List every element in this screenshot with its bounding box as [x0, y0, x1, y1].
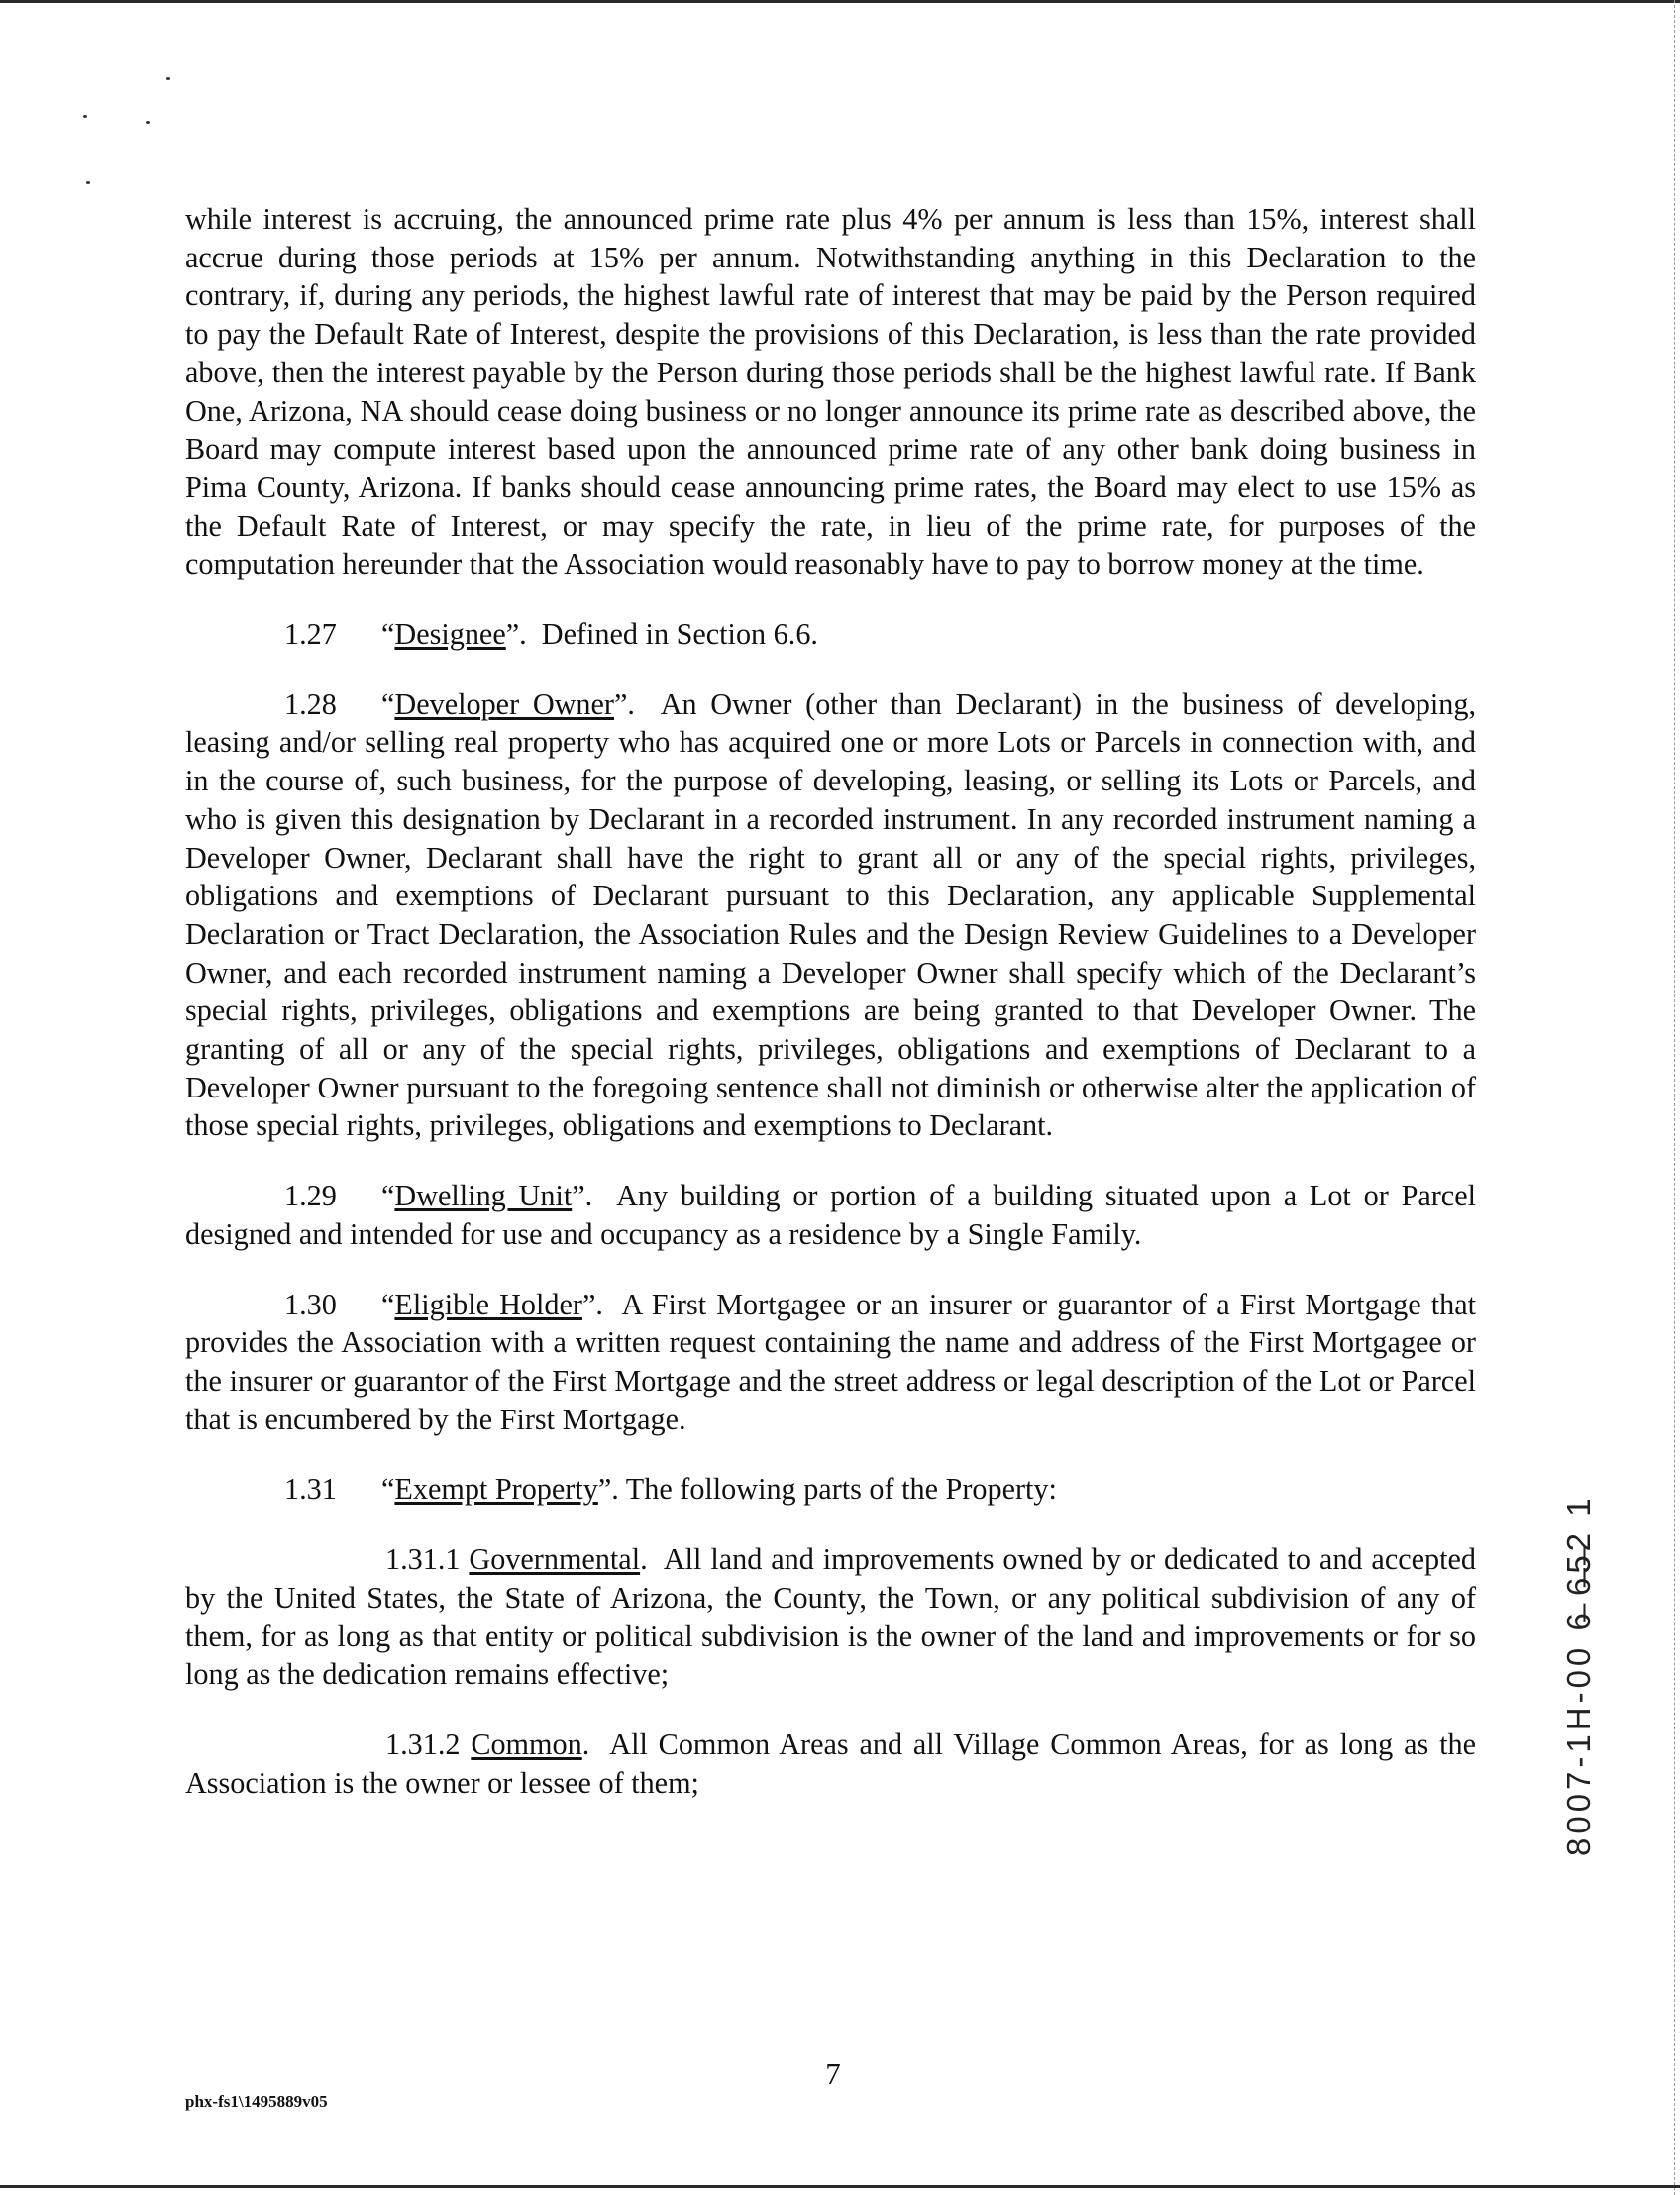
- page-right-edge: [1674, 0, 1677, 2195]
- page-top-border: [0, 0, 1680, 3]
- document-body: [185, 200, 1476, 1802]
- section-1-31: [185, 1470, 1476, 1509]
- quote-close: ”.: [581, 1287, 603, 1321]
- subsection-1-31-1: 1.31.1 Governmental. All land and improvements owned by or dedicated to and accepted by the United States, the State of Arizona, the County, the Town, or any political subdivision of any of them, for as long as that entity or political subdivision is the owner of the land and improvements or for so long as the dedication remains effective;: [185, 1542, 1477, 1692]
- scan-speck: [146, 121, 150, 124]
- quote-open: “: [381, 1179, 395, 1213]
- scan-speck: [86, 181, 90, 184]
- page-number: 7: [825, 2056, 841, 2091]
- scan-speck: [166, 77, 170, 80]
- section-1-30: [185, 1286, 1476, 1439]
- quote-open: “: [381, 617, 395, 652]
- section-1-28: [185, 685, 1476, 1145]
- subsection-number: 1.31.1: [385, 1542, 461, 1577]
- quote-open: “: [381, 1287, 395, 1321]
- scan-speck: [83, 115, 87, 118]
- section-text: Any building or portion of a building situated upon a Lot or Parcel designed and intended for use and occupancy as a residence by a Single Family.: [185, 1179, 1476, 1251]
- section-text: The following parts of the Property:: [625, 1472, 1057, 1507]
- defined-term: Eligible Holder: [394, 1287, 582, 1321]
- defined-term: Common: [471, 1726, 582, 1761]
- subsection-text: All land and improvements owned by or dedicated to and accepted by the United States, the State of Arizona, the County, the Town, or any political subdivision of any of them, for as long as that entity or political subdivision is the owner of the land and improvements or for so long as the dedication remains effective;: [185, 1542, 1477, 1692]
- section-number: 1.27: [284, 617, 337, 652]
- section-number: 1.31: [284, 1472, 337, 1507]
- section-text: A First Mortgagee or an insurer or guarantor of a First Mortgage that provides the Association with a written request containing the name and address of the First Mortgagee or the insurer or guarantor of the First Mortgage and the street address or legal description of the Lot or Parcel that is encumbered by the First Mortgage.: [185, 1287, 1476, 1436]
- subsection-number: 1.31.2: [385, 1726, 461, 1761]
- defined-term: Designee: [394, 617, 506, 652]
- defined-term: Exempt Property: [394, 1472, 598, 1507]
- quote-open: “: [381, 1472, 395, 1507]
- section-1-29: [185, 1177, 1476, 1253]
- defined-term: Governmental: [469, 1542, 641, 1577]
- recording-stamp: 8007-1H-00 6̶ 6̶5̶2 1: [1560, 1494, 1597, 1856]
- defined-term: Developer Owner: [394, 686, 614, 721]
- subsection-1-31-2: 1.31.2 Common. All Common Areas and all Village Common Areas, for as long as the Association is the owner or lessee of them;: [185, 1726, 1476, 1800]
- subsection-text: All Common Areas and all Village Common Areas, for as long as the Association is the owner or lessee of them;: [185, 1726, 1476, 1800]
- quote-close: ”.: [572, 1179, 593, 1213]
- document-id-footer: phx-fs1\1495889v05: [185, 2092, 328, 2111]
- section-text: An Owner (other than Declarant) in the business of developing, leasing and/or selling real property who has acquired one or more Lots or Parcels in connection with, and in the course of, such business, for the purpose of developing, leasing, or selling its Lots or Parcels, and who is given this designation by Declarant in a recorded instrument. In any recorded instrument naming a Developer Owner, Declarant shall have the right to grant all or any of the special rights, privileges, obligations and exemptions of Declarant pursuant to this Declaration, any applicable Supplemental Declaration or Tract Declaration, the Association Rules and the Design Review Guidelines to a Developer Owner, and each recorded instrument naming a Developer Owner shall specify which of the Declarant’s special rights, privileges, obligations and exemptions are being granted to that Developer Owner. The granting of all or any of the special rights, privileges, obligations and exemptions of Declarant to a Developer Owner pursuant to the foregoing sentence shall not diminish or otherwise alter the application of those special rights, privileges, obligations and exemptions to Declarant.: [185, 686, 1476, 1143]
- page-bottom-border: [0, 2185, 1680, 2188]
- quote-close: ”.: [597, 1472, 619, 1507]
- section-number: 1.30: [284, 1287, 337, 1321]
- section-number: 1.28: [284, 686, 337, 721]
- section-number: 1.29: [284, 1179, 337, 1213]
- quote-close: ”.: [505, 617, 527, 652]
- quote-open: “: [381, 686, 395, 721]
- section-text: Defined in Section 6.6.: [541, 617, 818, 652]
- defined-term: Dwelling Unit: [394, 1179, 573, 1213]
- quote-close: ”.: [613, 686, 635, 721]
- section-1-27: [185, 615, 1476, 654]
- intro-paragraph: while interest is accruing, the announced prime rate plus 4% per annum is less than 15%, interest shall accrue during those periods at 15% per annum. Notwithstanding anything in this Declaration to the contrary, if, during any periods, the highest lawful rate of interest that may be paid by the Person required to pay the Default Rate of Interest, despite the provisions of this Declaration, is less than the rate provided above, then the interest payable by the Person during those periods shall be the highest lawful rate. If Bank One, Arizona, NA should cease doing business or no longer announce its prime rate as described above, the Board may compute interest based upon the announced prime rate of any other bank doing business in Pima County, Arizona. If banks should cease announcing prime rates, the Board may elect to use 15% as the Default Rate of Interest, or may specify the rate, in lieu of the prime rate, for purposes of the computation hereunder that the Association would reasonably have to pay to borrow money at the time.: [185, 202, 1476, 581]
